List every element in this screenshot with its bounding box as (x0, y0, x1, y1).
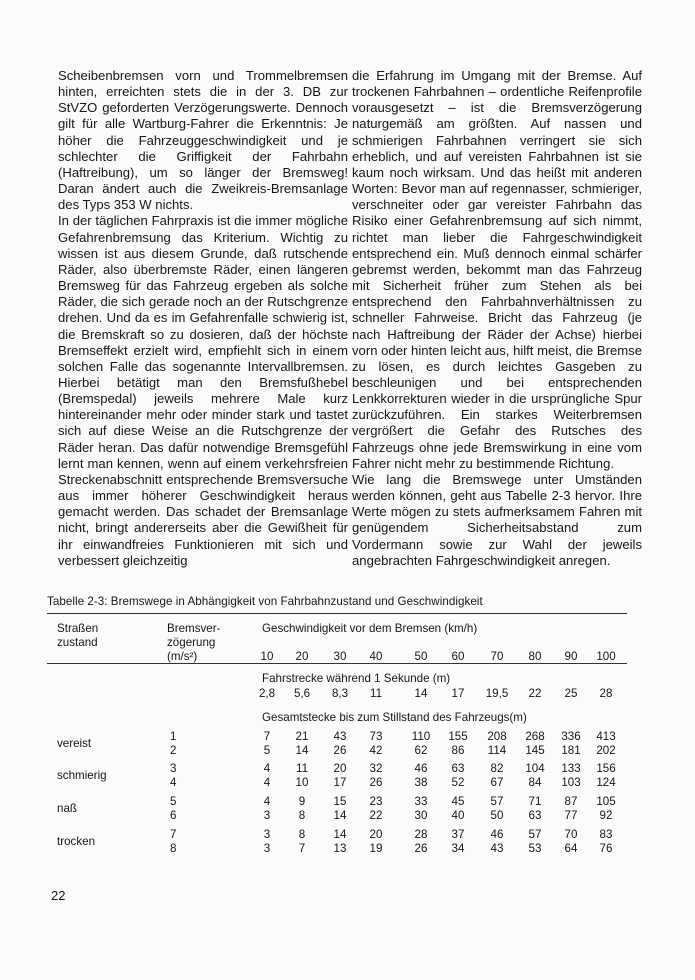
distance-cell: 7 (298, 842, 306, 855)
paragraph: Scheibenbremsen vorn und Trommelbremsen hinten, erreichten stets die in der 3. DB zur StVZO geforderten Verzögerungswerte. Dennoch gilt für alle Wartburg-Fahrer die Erkenntnis: Je höher die Fahrzeuggeschwindigkeit und je schlechter die Griffigkeit der Fahrbahn (Haftreibung), um so länger der Bremsweg! Daran ändert auch die Zweikreis-Bremsanlage des Typs 353 W nichts. (58, 68, 348, 213)
header-decel-line3: (m/s²) (167, 650, 198, 663)
distance-cell: 21 (295, 730, 309, 743)
distance-cell: 52 (451, 776, 465, 789)
distance-cell: 4 (263, 776, 271, 789)
distance-cell: 4 (263, 762, 271, 775)
speed-header-cell: 60 (451, 650, 465, 663)
distance-cell: 336 (561, 730, 581, 743)
distance-cell: 26 (333, 744, 347, 757)
reaction-distance-cell: 8,3 (331, 687, 349, 700)
distance-cell: 82 (490, 762, 504, 775)
speed-header-cell: 50 (414, 650, 428, 663)
distance-cell: 33 (414, 795, 428, 808)
speed-header-cell: 100 (596, 650, 616, 663)
distance-cell: 62 (414, 744, 428, 757)
header-speed: Geschwindigkeit vor dem Bremsen (km/h) (262, 622, 478, 635)
speed-header-cell: 40 (369, 650, 383, 663)
distance-cell: 92 (599, 809, 613, 822)
reaction-distance-cell: 11 (369, 687, 383, 700)
distance-cell: 110 (411, 730, 431, 743)
distance-cell: 202 (596, 744, 616, 757)
page-number: 22 (51, 888, 66, 903)
reaction-distance-cell: 5,6 (293, 687, 311, 700)
speed-header-cell: 30 (333, 650, 347, 663)
distance-cell: 3 (263, 809, 271, 822)
speed-header-cell: 20 (295, 650, 309, 663)
header-decel-line2: zögerung (167, 636, 216, 649)
distance-cell: 124 (596, 776, 616, 789)
deceleration-cell: 7 (170, 828, 177, 841)
distance-cell: 23 (369, 795, 383, 808)
distance-cell: 5 (263, 744, 271, 757)
distance-cell: 8 (298, 809, 306, 822)
distance-cell: 20 (369, 828, 383, 841)
deceleration-cell: 2 (170, 744, 177, 757)
reaction-distance-cell: 14 (414, 687, 428, 700)
distance-cell: 71 (528, 795, 542, 808)
distance-cell: 26 (414, 842, 428, 855)
distance-cell: 63 (451, 762, 465, 775)
surface-label: trocken (57, 835, 96, 848)
reaction-distance-cell: 22 (528, 687, 542, 700)
distance-cell: 43 (333, 730, 347, 743)
distance-cell: 26 (369, 776, 383, 789)
distance-cell: 84 (528, 776, 542, 789)
distance-cell: 46 (414, 762, 428, 775)
distance-cell: 17 (333, 776, 347, 789)
deceleration-cell: 3 (170, 762, 177, 775)
speed-header-cell: 70 (490, 650, 504, 663)
distance-cell: 76 (599, 842, 613, 855)
distance-cell: 3 (263, 828, 271, 841)
distance-cell: 7 (263, 730, 271, 743)
distance-cell: 38 (414, 776, 428, 789)
distance-cell: 28 (414, 828, 428, 841)
surface-label: naß (57, 802, 77, 815)
paragraph: Wie lang die Bremswege unter Umständen werden können, geht aus Tabelle 2-3 hervor. Ihre Werte mögen zu stets aufmerksamem Fahren mit genügendem Sicherheitsabstand zum Vordermann sowie zur Wahl der jeweils angebrachten Fahrgeschwindigkeit anregen. (352, 471, 642, 568)
distance-cell: 86 (451, 744, 465, 757)
distance-cell: 14 (333, 809, 347, 822)
distance-cell: 64 (564, 842, 578, 855)
distance-cell: 155 (448, 730, 468, 743)
distance-cell: 413 (596, 730, 616, 743)
distance-cell: 8 (298, 828, 306, 841)
distance-cell: 103 (561, 776, 581, 789)
distance-cell: 19 (369, 842, 383, 855)
distance-cell: 32 (369, 762, 383, 775)
distance-cell: 53 (528, 842, 542, 855)
distance-cell: 83 (599, 828, 613, 841)
header-road-line1: Straßen (57, 622, 99, 635)
distance-cell: 208 (487, 730, 507, 743)
distance-cell: 105 (596, 795, 616, 808)
distance-cell: 46 (490, 828, 504, 841)
surface-label: schmierig (57, 769, 107, 782)
reaction-distance-cell: 2,8 (258, 687, 276, 700)
distance-cell: 4 (263, 795, 271, 808)
distance-cell: 156 (596, 762, 616, 775)
distance-cell: 13 (333, 842, 347, 855)
paragraph: In der täglichen Fahrpraxis ist die immer mögliche Gefahrenbremsung das Kriterium. Wichtig zu wissen ist aus diesem Grunde, daß rutschende Räder, also überbremste Räder, einen längeren Bremsweg für das Fahrzeug ergeben als solche Räder, die sich gerade noch an der Rutschgrenze drehen. Und da es im Gefahrenfalle schwierig ist, die Bremskraft so zu dosieren, daß der höchste Bremseffekt erzielt wird, empfiehlt sich in einem solchen Falle das sogenannte Intervallbremsen. Hierbei betätigt man den Bremsfußhebel (Bremspedal) jeweils mehrere Male kurz hintereinander mehr oder minder stark und tastet sich auf diese Weise an die Rutschgrenze der Räder heran. Das dafür notwendige Bremsgefühl lernt man kennen, wenn auf einem verkehrsfreien Streckenabschnitt entsprechende Bremsversuche aus immer höherer Geschwindigkeit heraus gemacht werden. Das schadet der Bremsanlage nicht, bringt andererseits aber die Gewißheit für ihr einwandfreies Funktionieren mit sich und verbessert gleichzeitig (58, 213, 348, 568)
deceleration-cell: 1 (170, 730, 177, 743)
deceleration-cell: 8 (170, 842, 177, 855)
distance-cell: 11 (295, 762, 309, 775)
distance-cell: 50 (490, 809, 504, 822)
distance-cell: 87 (564, 795, 578, 808)
reaction-distance-cell: 28 (599, 687, 613, 700)
speed-header-cell: 80 (528, 650, 542, 663)
distance-cell: 37 (451, 828, 465, 841)
distance-cell: 57 (528, 828, 542, 841)
reaction-distance-cell: 17 (451, 687, 465, 700)
distance-cell: 45 (451, 795, 465, 808)
deceleration-cell: 6 (170, 809, 177, 822)
distance-cell: 104 (525, 762, 545, 775)
distance-cell: 57 (490, 795, 504, 808)
distance-cell: 14 (333, 828, 347, 841)
reaction-distance-label: Fahrstrecke während 1 Sekunde (m) (262, 672, 451, 685)
surface-label: vereist (57, 737, 92, 750)
distance-cell: 114 (487, 744, 507, 757)
distance-cell: 67 (490, 776, 504, 789)
reaction-distance-cell: 19,5 (485, 687, 509, 700)
header-road-line2: zustand (57, 636, 98, 649)
distance-cell: 73 (369, 730, 383, 743)
distance-cell: 268 (525, 730, 545, 743)
distance-cell: 3 (263, 842, 271, 855)
paragraph: die Erfahrung im Umgang mit der Bremse. Auf trockenen Fahrbahnen – ordentliche Reifenprofile vorausgesetzt – ist die Bremsverzögerung naturgemäß am größten. Auf nassen und schmierigen Fahrbahnen verringert sie sich erheblich, und auf vereisten Fahrbahnen ist sie kaum noch wirksam. Und das heißt mit anderen Worten: Bevor man auf regennasser, schmieriger, verschneiter oder gar vereister Fahrbahn das Risiko einer Gefahrenbremsung auf sich nimmt, richtet man lieber die Fahrgeschwindigkeit entsprechend ein. Muß dennoch einmal schärfer gebremst werden, bekommt man das Fahrzeug mit Sicherheit früher zum Stehen als bei entsprechend den Fahrbahnverhältnissen zu schneller Fahrweise. Bricht das Fahrzeug (je nach Haftreibung der Räder der Achse) hierbei vorn oder hinten leicht aus, hilft meist, die Bremse zu lösen, es durch leichtes Gasgeben zu beschleunigen und bei entsprechenden Lenkkorrekturen wieder in die ursprüngliche Spur zurückzuführen. Ein starkes Weiterbremsen vergrößert die Gefahr des Rutsches des Fahrzeugs ohne jede Bremswirkung in eine vom Fahrer nicht mehr zu bestimmende Richtung. (352, 68, 642, 471)
distance-cell: 77 (564, 809, 578, 822)
distance-cell: 133 (561, 762, 581, 775)
deceleration-cell: 4 (170, 776, 177, 789)
distance-cell: 70 (564, 828, 578, 841)
table-caption: Tabelle 2-3: Bremswege in Abhängigkeit von Fahrbahnzustand und Geschwindigkeit (47, 595, 483, 608)
distance-cell: 145 (525, 744, 545, 757)
distance-cell: 30 (414, 809, 428, 822)
distance-cell: 34 (451, 842, 465, 855)
distance-cell: 43 (490, 842, 504, 855)
distance-cell: 9 (298, 795, 306, 808)
reaction-distance-cell: 25 (564, 687, 578, 700)
distance-cell: 63 (528, 809, 542, 822)
speed-header-cell: 10 (260, 650, 274, 663)
distance-cell: 42 (369, 744, 383, 757)
distance-cell: 15 (333, 795, 347, 808)
total-distance-label: Gesamtstecke bis zum Stillstand des Fahrzeugs(m) (262, 711, 527, 724)
distance-cell: 40 (451, 809, 465, 822)
distance-cell: 10 (295, 776, 309, 789)
distance-cell: 14 (295, 744, 309, 757)
distance-cell: 22 (369, 809, 383, 822)
header-decel-line1: Bremsver- (167, 622, 221, 635)
deceleration-cell: 5 (170, 795, 177, 808)
speed-header-cell: 90 (564, 650, 578, 663)
distance-cell: 20 (333, 762, 347, 775)
distance-cell: 181 (561, 744, 581, 757)
